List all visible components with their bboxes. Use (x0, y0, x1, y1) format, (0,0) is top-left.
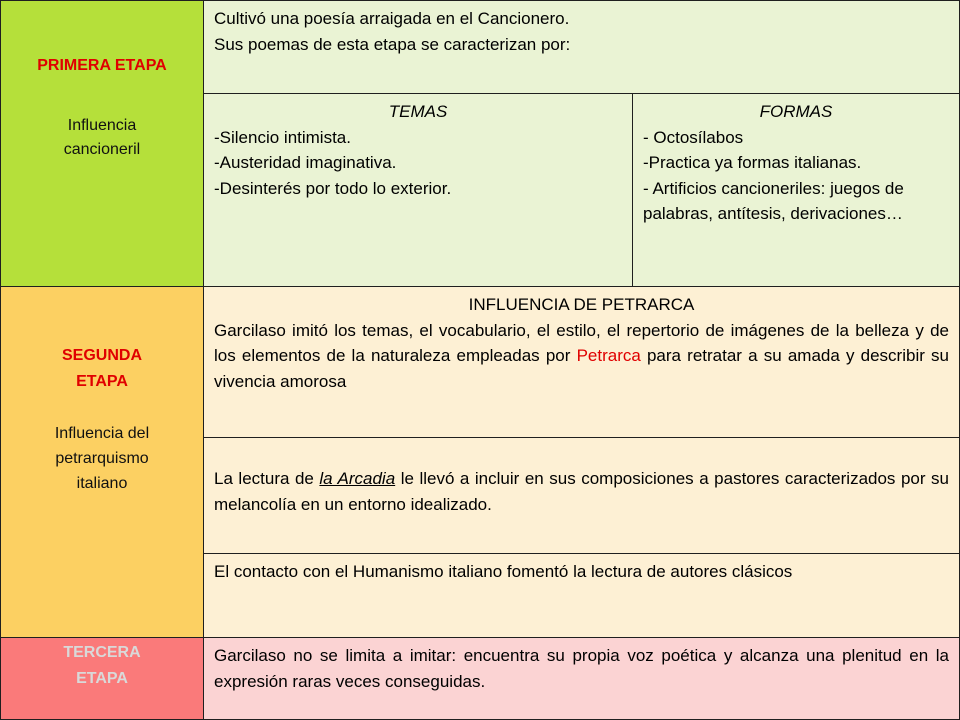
stage1-intro-line2: Sus poemas de esta etapa se caracterizan por: (214, 34, 571, 54)
formas-item: -Practica ya formas italianas. (643, 153, 862, 172)
petrarca-name-highlight: Petrarca (576, 346, 641, 365)
temas-item: -Austeridad imaginativa. (214, 153, 397, 172)
stage3-content-cell (203, 637, 960, 720)
stage3-label-cell (0, 637, 204, 720)
temas-heading: TEMAS (388, 102, 448, 121)
humanismo-text: El contacto con el Humanismo italiano fomentó la lectura de autores clásicos (214, 562, 793, 581)
stage2-subtitle-line2: petrarquismo (55, 449, 149, 467)
stage1-formas-cell (632, 93, 960, 287)
petrarca-heading: INFLUENCIA DE PETRARCA (468, 295, 695, 314)
temas-item: -Silencio intimista. (214, 127, 351, 147)
petrarca-text-after: para retratar a su amada y describir su vivencia amorosa (214, 346, 949, 391)
stage1-subtitle-line1: Influencia (67, 116, 137, 134)
arcadia-text-before: La lectura de (214, 469, 320, 488)
temas-item: -Desinterés por todo lo exterior. (214, 178, 452, 198)
stage1-label-cell (0, 0, 204, 287)
stage3-title-line2: ETAPA (76, 669, 128, 687)
stage1-intro-cell (203, 0, 960, 94)
formas-heading: FORMAS (759, 102, 833, 121)
stage1-intro-line1: Cultivó una poesía arraigada en el Cancionero. (214, 9, 570, 28)
stage2-title-line2: ETAPA (76, 372, 128, 390)
arcadia-title: la Arcadia (319, 469, 396, 488)
stage1-subtitle-line2: cancioneril (63, 141, 141, 159)
arcadia-cell (203, 437, 960, 554)
stage1-temas-cell (203, 93, 633, 287)
petrarca-text-before: Garcilaso imitó los temas, el vocabulario, el estilo, el repertorio de imágenes de la belleza y de los elementos de la naturaleza empleadas por (214, 320, 949, 365)
arcadia-text-after: le llevó a incluir en sus composiciones a pastores caracterizados por su melancolía en un entorno idealizado. (214, 469, 949, 514)
petrarca-cell (203, 286, 960, 438)
arcadia-paragraph (214, 466, 949, 517)
formas-item: - Artificios cancioneriles: juegos de palabras, antítesis, derivaciones… (643, 178, 904, 223)
stage1-title: PRIMERA ETAPA (37, 57, 167, 74)
stage2-subtitle-line1: Influencia del (54, 425, 150, 443)
humanismo-cell (203, 553, 960, 638)
stage3-text: Garcilaso no se limita a imitar: encuentra su propia voz poética y alcanza una plenitud en la expresión raras veces conseguidas. (214, 646, 949, 691)
stage2-label-cell (0, 286, 204, 638)
petrarca-paragraph (214, 318, 949, 395)
formas-item: - Octosílabos (643, 127, 744, 147)
stage2-title-line1: SEGUNDA (61, 347, 142, 364)
stage3-title-line1: TERCERA (63, 644, 141, 661)
stage2-subtitle-line3: italiano (76, 474, 128, 492)
